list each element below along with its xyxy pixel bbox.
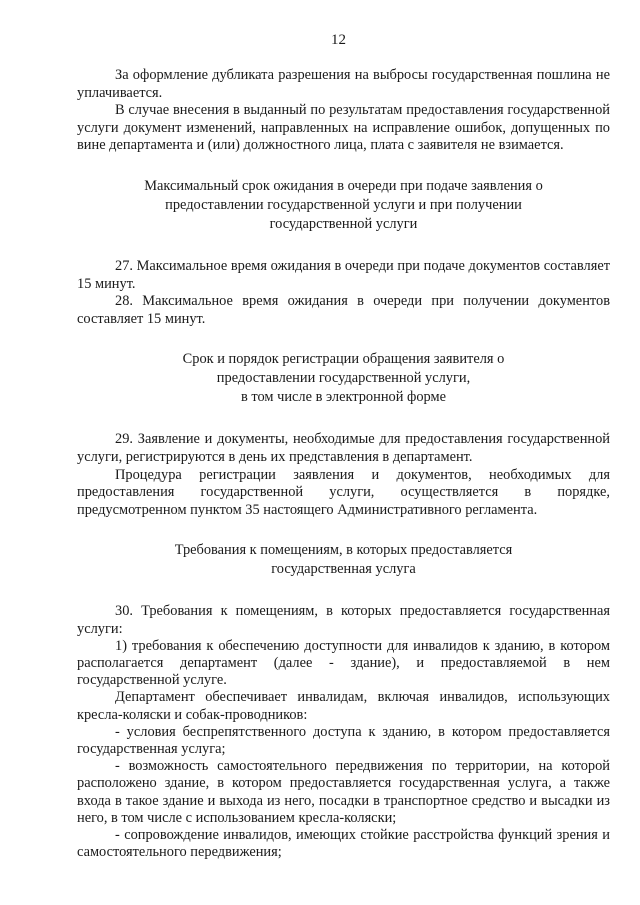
page-number: 12 bbox=[331, 32, 346, 48]
paragraph-30-department: Департамент обеспечивает инвалидам, включая инвалидов, использующих кресла-коляски и собак-проводников: bbox=[77, 689, 610, 723]
list-item: - сопровождение инвалидов, имеющих стойкие расстройства функций зрения и самостоятельного передвижения; bbox=[77, 826, 610, 861]
paragraph-no-fee-corrections: В случае внесения в выданный по результатам предоставления государственной услуги документ изменений, направленных на исправление ошибок, допущенных по вине департамента и (или) должностного лица, плата с заявителя не взимается. bbox=[77, 102, 610, 154]
paragraph-30: 30. Требования к помещениям, в которых предоставляется государственная услуги: bbox=[77, 603, 610, 637]
list-item: - возможность самостоятельного передвижения по территории, на которой расположено здание, в котором предоставляется государственная услуга, а также входа в такое здание и выхода из него, посадки в транспортное средство и высадки из него, в том числе с использованием кресла-коляски; bbox=[77, 758, 610, 826]
heading-line: предоставлении государственной услуги и при получении bbox=[165, 196, 522, 213]
heading-line: предоставлении государственной услуги, bbox=[216, 370, 471, 387]
section-heading-waiting-time bbox=[77, 177, 610, 234]
heading-line: Требования к помещениям, в которых предоставляется bbox=[174, 542, 513, 559]
heading-line: Максимальный срок ожидания в очереди при подаче заявления о bbox=[144, 177, 543, 194]
heading-line: государственная услуга bbox=[271, 561, 416, 578]
section-heading-registration bbox=[77, 350, 610, 407]
paragraph-29-procedure: Процедура регистрации заявления и документов, необходимых для предоставления государственной услуги, осуществляется в порядке, предусмотренном пунктом 35 настоящего Административного регламента. bbox=[77, 466, 610, 518]
heading-line: в том числе в электронной форме bbox=[240, 389, 447, 406]
paragraph-28: 28. Максимальное время ожидания в очереди при получении документов составляет 15 минут. bbox=[77, 293, 610, 327]
paragraph-29: 29. Заявление и документы, необходимые для предоставления государственной услуги, регистрируются в день их представления в департамент. bbox=[77, 431, 610, 465]
section-heading-premises bbox=[77, 541, 610, 579]
heading-line: государственной услуги bbox=[269, 215, 418, 232]
list-item: - условия беспрепятственного доступа к зданию, в котором предоставляется государственная услуга; bbox=[77, 723, 610, 757]
paragraph-30-item-1: 1) требования к обеспечению доступности для инвалидов к зданию, в котором располагается департамент (далее - здание), и предоставляемой в нем государственной услуге. bbox=[77, 637, 610, 689]
heading-line: Срок и порядок регистрации обращения заявителя о bbox=[182, 351, 505, 368]
paragraph-27: 27. Максимальное время ожидания в очереди при подаче документов составляет 15 минут. bbox=[77, 257, 610, 292]
paragraph-duplicate-fee: За оформление дубликата разрешения на выбросы государственная пошлина не уплачивается. bbox=[77, 67, 610, 101]
